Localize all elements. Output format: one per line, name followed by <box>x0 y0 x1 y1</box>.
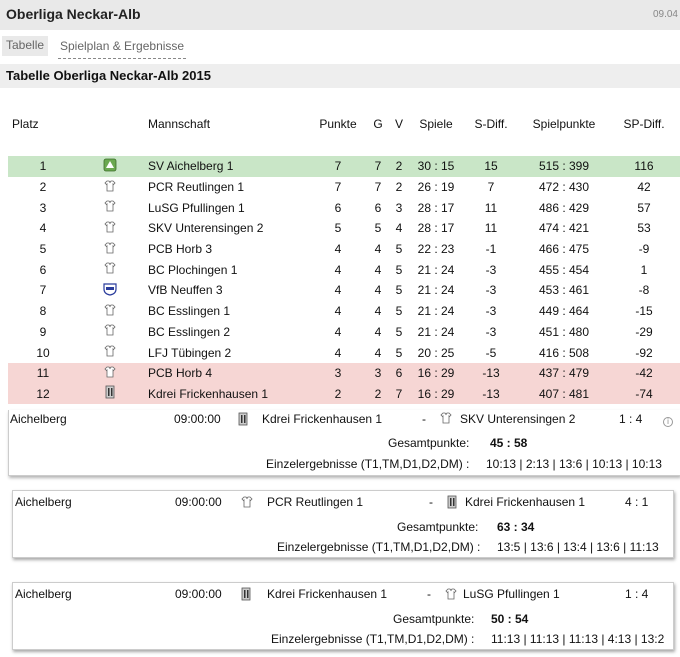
cell-spdiff: -92 <box>635 345 653 360</box>
frickenhausen-logo-icon <box>236 412 250 429</box>
cell-team[interactable]: VfB Neuffen 3 <box>148 283 223 298</box>
cell-spiele: 28 : 17 <box>417 200 455 215</box>
cell-sdiff: 15 <box>462 156 520 177</box>
cell-spielpunkte: 515 : 399 <box>520 156 608 177</box>
match-total-label: Gesamtpunkte: <box>397 520 479 534</box>
cell-sdiff: 7 <box>487 180 495 195</box>
match-time: 09:00:00 <box>174 412 221 426</box>
cell-spiele: 21 : 24 <box>417 262 455 277</box>
cell-g: 7 <box>374 180 382 195</box>
frickenhausen-logo-icon <box>103 388 117 402</box>
match-home-team[interactable]: PCR Reutlingen 1 <box>267 495 364 509</box>
cell-g: 4 <box>374 262 382 277</box>
col-spiele[interactable]: Spiele <box>419 117 453 131</box>
cell-team[interactable]: BC Plochingen 1 <box>148 262 238 277</box>
cell-platz: 9 <box>39 324 47 339</box>
cell-team[interactable]: SKV Unterensingen 2 <box>148 221 264 236</box>
match-away-team[interactable]: LuSG Pfullingen 1 <box>463 587 560 601</box>
cell-v: 2 <box>388 156 410 177</box>
col-spdiff[interactable]: SP-Diff. <box>623 117 665 131</box>
col-punkte[interactable]: Punkte <box>319 117 357 131</box>
cell-v: 4 <box>395 221 403 236</box>
cell-platz: 12 <box>8 384 78 405</box>
cell-punkte: 5 <box>334 221 342 236</box>
match-separator: - <box>422 412 426 426</box>
match-detail: 10:13 | 2:13 | 13:6 | 10:13 | 10:13 <box>486 457 662 471</box>
cell-spdiff: -15 <box>635 304 653 319</box>
spacer-row <box>8 136 680 156</box>
cell-platz: 3 <box>39 200 47 215</box>
date-label: 09.04 <box>652 9 678 20</box>
cell-g: 4 <box>374 345 382 360</box>
shirt-icon <box>104 325 116 339</box>
cell-spielpunkte: 416 : 508 <box>538 345 590 360</box>
section-title: Tabelle Oberliga Neckar-Alb 2015 <box>0 64 680 88</box>
table-row[interactable] <box>8 156 680 177</box>
cell-sdiff: -13 <box>462 384 520 405</box>
match-total: 63 : 34 <box>497 520 535 534</box>
cell-logo <box>78 177 142 198</box>
cell-logo <box>78 156 142 177</box>
match-score: 1 : 4 <box>625 587 649 601</box>
cell-spielpunkte: 486 : 429 <box>538 200 590 215</box>
cell-spielpunkte: 455 : 454 <box>538 262 590 277</box>
col-logo <box>78 112 142 136</box>
info-icon[interactable]: i <box>663 413 673 427</box>
cell-team[interactable]: LFJ Tübingen 2 <box>148 345 232 360</box>
cell-spdiff: -29 <box>635 324 653 339</box>
cell-g: 7 <box>368 156 388 177</box>
col-mannschaft[interactable]: Mannschaft <box>148 117 211 131</box>
cell-spiele: 20 : 25 <box>417 345 455 360</box>
cell-punkte: 4 <box>334 304 342 319</box>
cell-sdiff: -5 <box>485 345 497 360</box>
frickenhausen-logo-icon <box>239 587 253 604</box>
table-row[interactable] <box>8 197 680 218</box>
cell-team[interactable]: BC Esslingen 1 <box>148 304 231 319</box>
cell-spielpunkte: 474 : 421 <box>538 221 590 236</box>
frickenhausen-logo-icon <box>445 495 459 512</box>
cell-team[interactable]: BC Esslingen 2 <box>148 324 231 339</box>
cell-platz: 11 <box>8 363 78 384</box>
cell-team[interactable]: LuSG Pfullingen 1 <box>148 200 245 215</box>
tab-spielplan[interactable]: Spielplan & Ergebnisse <box>58 39 186 59</box>
cell-team[interactable]: PCB Horb 3 <box>148 242 213 257</box>
cell-logo <box>78 322 142 343</box>
cell-logo <box>78 197 142 218</box>
shirt-icon <box>104 243 116 257</box>
cell-spiele: 16 : 29 <box>410 384 462 405</box>
cell-punkte: 6 <box>334 200 342 215</box>
cell-punkte: 7 <box>308 156 368 177</box>
shirt-icon <box>104 201 116 215</box>
cell-sdiff: -13 <box>462 363 520 384</box>
cell-g: 4 <box>374 324 382 339</box>
cell-platz: 4 <box>39 221 47 236</box>
cell-platz: 10 <box>36 345 50 360</box>
match-separator: - <box>427 587 431 601</box>
table-row[interactable] <box>8 259 680 280</box>
cell-spielpunkte: 472 : 430 <box>538 180 590 195</box>
table-row[interactable] <box>8 363 680 384</box>
cell-spielpunkte: 451 : 480 <box>538 324 590 339</box>
cell-platz: 1 <box>8 156 78 177</box>
cell-g: 6 <box>374 200 382 215</box>
cell-g: 4 <box>374 304 382 319</box>
shirt-icon <box>440 412 452 427</box>
match-home-team[interactable]: Kdrei Frickenhausen 1 <box>262 412 383 426</box>
vfb-logo-icon <box>103 285 117 299</box>
table-row[interactable] <box>8 384 680 405</box>
table-header-row <box>8 112 680 136</box>
standings-body <box>8 136 680 404</box>
cell-spiele: 28 : 17 <box>417 221 455 236</box>
cell-v: 7 <box>388 384 410 405</box>
match-time: 09:00:00 <box>175 495 222 509</box>
col-sdiff[interactable]: S-Diff. <box>474 117 508 131</box>
cell-punkte: 4 <box>334 283 342 298</box>
cell-g: 4 <box>374 283 382 298</box>
cell-punkte: 4 <box>334 345 342 360</box>
cell-punkte: 7 <box>334 180 342 195</box>
cell-punkte: 2 <box>308 384 368 405</box>
cell-v: 5 <box>395 283 403 298</box>
shirt-icon <box>104 181 116 195</box>
col-v[interactable]: V <box>394 117 403 131</box>
cell-platz: 5 <box>39 242 47 257</box>
match-card-3 <box>12 582 674 650</box>
cell-spdiff: 42 <box>637 180 651 195</box>
match-total: 50 : 54 <box>491 612 529 626</box>
cell-v: 6 <box>388 363 410 384</box>
cell-v: 2 <box>395 180 403 195</box>
cell-v: 5 <box>395 304 403 319</box>
match-venue: Aichelberg <box>10 412 67 426</box>
aichelberg-logo-icon <box>103 161 117 175</box>
cell-v: 5 <box>395 324 403 339</box>
cell-g: 5 <box>374 221 382 236</box>
table-row[interactable] <box>8 280 680 301</box>
cell-platz: 6 <box>39 262 47 277</box>
match-card-1 <box>8 410 680 476</box>
table-row[interactable] <box>8 301 680 322</box>
match-total-label: Gesamtpunkte: <box>393 612 475 626</box>
cell-spdiff: -9 <box>638 242 650 257</box>
cell-g: 2 <box>368 384 388 405</box>
table-row[interactable] <box>8 342 680 363</box>
table-row[interactable] <box>8 177 680 198</box>
cell-platz: 2 <box>39 180 47 195</box>
cell-team[interactable]: PCR Reutlingen 1 <box>148 180 245 195</box>
cell-punkte: 4 <box>334 242 342 257</box>
cell-spdiff: 1 <box>640 262 648 277</box>
cell-sdiff: 11 <box>484 200 498 215</box>
cell-spiele: 30 : 15 <box>410 156 462 177</box>
cell-logo <box>78 280 142 301</box>
match-detail-label: Einzelergebnisse (T1,TM,D1,D2,DM) : <box>266 457 470 471</box>
cell-sdiff: -3 <box>485 283 497 298</box>
match-detail: 11:13 | 11:13 | 11:13 | 4:13 | 13:2 <box>491 632 665 646</box>
cell-spdiff: -8 <box>638 283 650 298</box>
shirt-icon <box>104 367 116 381</box>
cell-platz: 7 <box>39 283 47 298</box>
cell-sdiff: -3 <box>485 304 497 319</box>
cell-logo <box>78 259 142 280</box>
shirt-icon <box>241 496 253 511</box>
page-title: Oberliga Neckar-Alb <box>6 6 141 22</box>
cell-spiele: 21 : 24 <box>417 324 455 339</box>
table-row[interactable] <box>8 239 680 260</box>
cell-platz: 8 <box>39 304 47 319</box>
cell-punkte: 4 <box>334 262 342 277</box>
match-detail-label: Einzelergebnisse (T1,TM,D1,D2,DM) : <box>277 540 481 554</box>
cell-team[interactable]: Kdrei Frickenhausen 1 <box>142 384 308 405</box>
cell-logo <box>78 384 142 405</box>
cell-v: 5 <box>395 262 403 277</box>
top-bar <box>0 0 680 30</box>
cell-sdiff: -3 <box>485 262 497 277</box>
match-separator: - <box>429 495 433 509</box>
match-detail: 13:5 | 13:6 | 13:4 | 13:6 | 11:13 <box>497 540 659 554</box>
shirt-icon <box>104 305 116 319</box>
cell-v: 3 <box>395 200 403 215</box>
cell-spdiff: 116 <box>608 156 680 177</box>
table-row[interactable] <box>8 322 680 343</box>
cell-v: 5 <box>395 345 403 360</box>
cell-v: 5 <box>395 242 403 257</box>
match-time: 09:00:00 <box>175 587 222 601</box>
cell-spielpunkte: 407 : 481 <box>520 384 608 405</box>
cell-spiele: 22 : 23 <box>417 242 455 257</box>
cell-spielpunkte: 466 : 475 <box>538 242 590 257</box>
cell-spiele: 21 : 24 <box>417 304 455 319</box>
cell-team[interactable]: SV Aichelberg 1 <box>142 156 308 177</box>
cell-sdiff: -3 <box>485 324 497 339</box>
cell-spiele: 21 : 24 <box>417 283 455 298</box>
cell-logo <box>78 218 142 239</box>
match-card-2 <box>12 490 674 558</box>
match-venue: Aichelberg <box>15 587 72 601</box>
cell-spdiff: 53 <box>637 221 651 236</box>
cell-logo <box>78 239 142 260</box>
match-away-team[interactable]: Kdrei Frickenhausen 1 <box>465 495 586 509</box>
shirt-icon <box>104 263 116 277</box>
cell-spielpunkte: 449 : 464 <box>538 304 590 319</box>
cell-spdiff: -42 <box>608 363 680 384</box>
cell-spdiff: -74 <box>608 384 680 405</box>
cell-g: 4 <box>374 242 382 257</box>
cell-g: 3 <box>368 363 388 384</box>
tab-tabelle[interactable]: Tabelle <box>2 36 48 56</box>
tab-bar <box>0 36 680 62</box>
cell-logo <box>78 301 142 322</box>
cell-sdiff: -1 <box>485 242 497 257</box>
cell-sdiff: 11 <box>484 221 498 236</box>
cell-logo <box>78 363 142 384</box>
cell-spdiff: 57 <box>637 200 651 215</box>
match-venue: Aichelberg <box>15 495 72 509</box>
match-score: 4 : 1 <box>625 495 649 509</box>
cell-punkte: 4 <box>334 324 342 339</box>
col-platz[interactable]: Platz <box>12 117 39 131</box>
match-away-team[interactable]: SKV Unterensingen 2 <box>460 412 576 426</box>
cell-team[interactable]: PCB Horb 4 <box>142 363 308 384</box>
cell-spielpunkte: 437 : 479 <box>520 363 608 384</box>
shirt-icon <box>445 588 457 603</box>
match-detail-label: Einzelergebnisse (T1,TM,D1,D2,DM) : <box>271 632 475 646</box>
cell-punkte: 3 <box>308 363 368 384</box>
shirt-icon <box>104 222 116 236</box>
cell-spiele: 16 : 29 <box>410 363 462 384</box>
cell-spiele: 26 : 19 <box>417 180 455 195</box>
table-row[interactable] <box>8 218 680 239</box>
cell-logo <box>78 342 142 363</box>
match-score: 1 : 4 <box>619 412 643 426</box>
shirt-icon <box>104 346 116 360</box>
match-home-team[interactable]: Kdrei Frickenhausen 1 <box>267 587 388 601</box>
col-spielpunkte[interactable]: Spielpunkte <box>532 117 596 131</box>
standings-table <box>8 112 680 404</box>
col-g[interactable]: G <box>373 117 383 131</box>
match-total-label: Gesamtpunkte: <box>388 436 470 450</box>
match-total: 45 : 58 <box>490 436 528 450</box>
cell-spielpunkte: 453 : 461 <box>538 283 590 298</box>
